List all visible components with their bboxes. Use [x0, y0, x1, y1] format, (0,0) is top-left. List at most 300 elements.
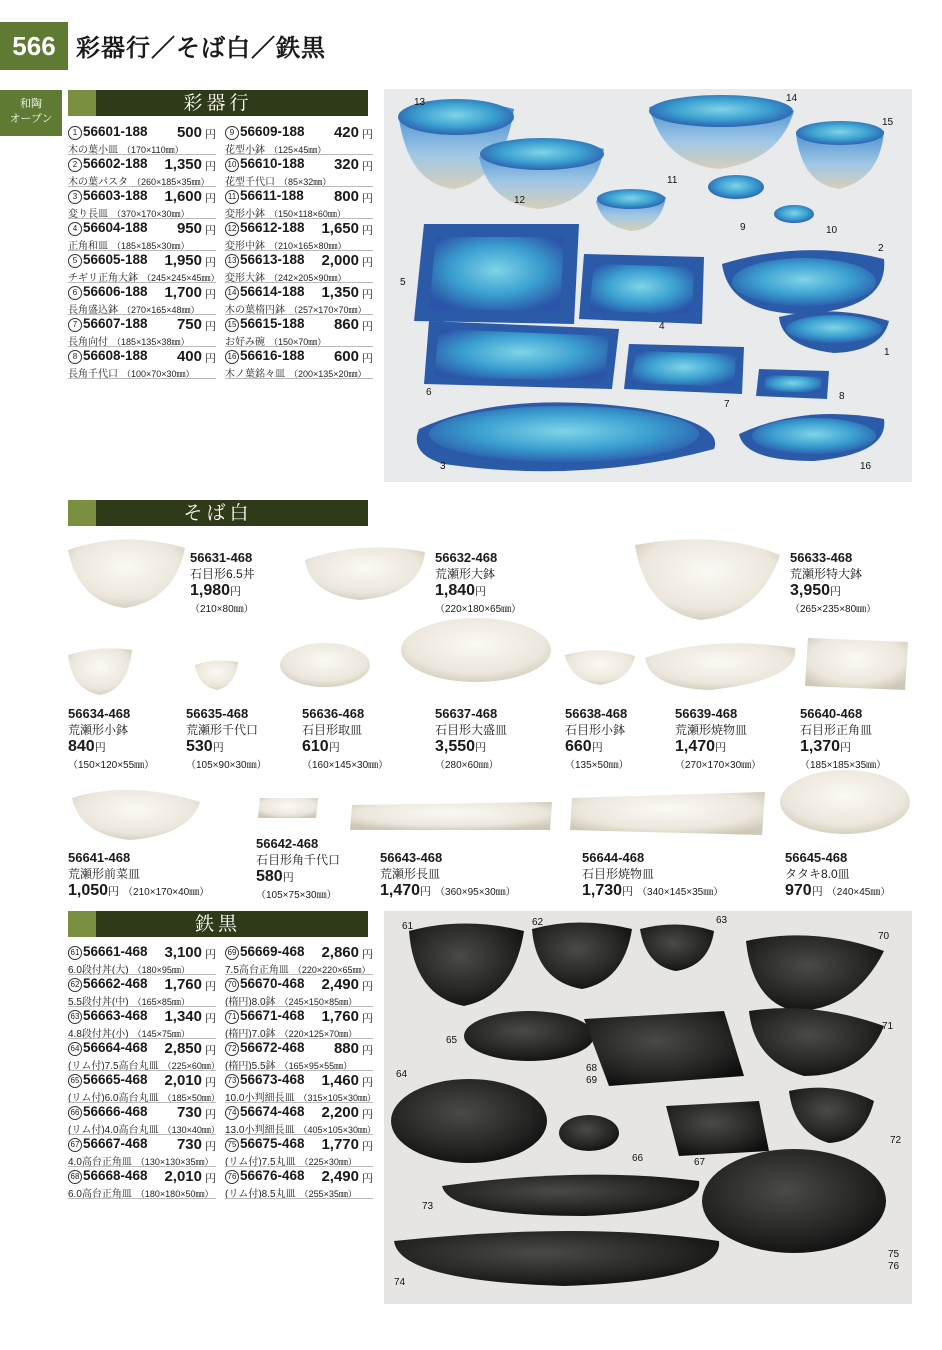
price-list-item [225, 188, 373, 219]
item-code-text: 56614-188 [240, 284, 305, 299]
item-code-price-line [68, 156, 216, 173]
item-name: (リム付)7.5丸皿 [225, 1157, 296, 1168]
item-size: （245×150×85㎜） [279, 997, 358, 1007]
item-code: 56642-468 [256, 836, 319, 851]
yen-unit: 円 [205, 949, 216, 961]
item-price: 860 [333, 316, 359, 333]
item-size: （150×118×60㎜） [269, 209, 346, 219]
item-name: 長角向付 [68, 337, 108, 348]
item-size: （135×50㎜） [565, 760, 629, 771]
item-size: （185×185×30㎜） [112, 241, 190, 251]
item-code-price-line [68, 1072, 216, 1089]
row-divider [225, 218, 373, 219]
yen-unit: 円 [362, 193, 373, 205]
item-code-price-line [68, 1104, 216, 1121]
sobashiro-item [68, 850, 209, 900]
item-code: 56633-468 [790, 550, 853, 565]
item-price: 2,850 [164, 1040, 202, 1057]
row-divider [68, 1198, 216, 1199]
item-name: お好み碗 [225, 337, 265, 348]
item-code-text: 56676-468 [240, 1168, 305, 1183]
item-name: 石目形小鉢 [565, 723, 626, 737]
item-price: 2,000 [321, 252, 359, 269]
item-size: （255×35㎜） [299, 1189, 357, 1199]
yen-unit: 円 [205, 1109, 216, 1121]
price-list-item [225, 284, 373, 315]
item-name: 正角和皿 [68, 241, 108, 252]
item-size: （150×70㎜） [269, 337, 327, 347]
item-number-badge: 65 [68, 1074, 82, 1088]
item-size: （270×165×48㎜） [122, 305, 200, 315]
item-code-text: 56672-468 [240, 1040, 305, 1055]
item-code: 56638-468 [565, 706, 628, 721]
item-code [225, 220, 305, 236]
item-code-price-line [68, 188, 216, 205]
yen-unit: 円 [362, 353, 373, 365]
row-divider [225, 282, 373, 283]
item-code-price-line [68, 220, 216, 237]
item-size: （245×245×45㎜） [142, 273, 220, 283]
item-code-text: 56667-468 [83, 1136, 148, 1151]
sobashiro-item [800, 706, 886, 771]
item-number-badge: 66 [68, 1106, 82, 1120]
row-divider [68, 1102, 216, 1103]
item-code-price-line [68, 1008, 216, 1025]
price-list-item [68, 1168, 216, 1199]
sobashiro-item [582, 850, 723, 900]
item-number-badge: 67 [68, 1138, 82, 1152]
item-number-badge: 13 [225, 254, 239, 268]
row-divider [225, 1166, 373, 1167]
photo-label: 66 [632, 1153, 644, 1164]
item-code-price-line [68, 252, 216, 269]
item-code-text: 56666-468 [83, 1104, 148, 1119]
item-name: 木ノ葉銘々皿 [225, 369, 285, 380]
price-list-item [68, 252, 220, 284]
item-name: (リム付)4.0高台丸皿 [68, 1125, 159, 1136]
item-size: （105×75×30㎜） [256, 890, 337, 901]
item-size: （220×125×70㎜） [279, 1029, 358, 1039]
item-code [225, 976, 305, 992]
item-code [225, 1008, 305, 1024]
item-code-text: 56605-188 [83, 252, 148, 267]
item-code-price-line [225, 1072, 373, 1089]
item-name: 石目形正角皿 [800, 723, 873, 737]
item-code [225, 284, 305, 300]
item-code-text: 56612-188 [240, 220, 305, 235]
yen-unit: 円 [205, 353, 216, 365]
item-code-price-line [225, 976, 373, 993]
item-price: 1,460 [321, 1072, 359, 1089]
item-size: （180×95㎜） [132, 965, 190, 975]
item-code: 56644-468 [582, 850, 645, 865]
yen-unit: 円 [420, 886, 432, 898]
item-price: 2,010 [164, 1072, 202, 1089]
item-price: 3,550 [435, 738, 476, 755]
item-price: 1,600 [164, 188, 202, 205]
item-size: （340×145×35㎜） [637, 887, 724, 898]
item-name: 荒瀬形小鉢 [68, 723, 129, 737]
yen-unit: 円 [362, 257, 373, 269]
item-code [68, 1008, 148, 1024]
item-name: 荒瀬形長皿 [380, 867, 441, 881]
item-name: 13.0小判細長皿 [225, 1125, 295, 1136]
item-code [68, 1104, 148, 1120]
item-name: 5.5段付丼(中) [68, 997, 129, 1008]
item-name: 木の葉パスタ [68, 177, 128, 188]
yen-unit: 円 [205, 1141, 216, 1153]
item-price: 2,200 [321, 1104, 359, 1121]
yen-unit: 円 [205, 129, 216, 141]
item-code-price-line [68, 1168, 216, 1185]
item-code-text: 56670-468 [240, 976, 305, 991]
yen-unit: 円 [591, 742, 603, 754]
item-price: 320 [333, 156, 359, 173]
item-number-badge: 75 [225, 1138, 239, 1152]
photo-label: 74 [394, 1277, 406, 1288]
item-code [68, 252, 148, 268]
sobashiro-item [190, 550, 255, 615]
item-size: （210×170×40㎜） [123, 887, 210, 898]
item-code [68, 1136, 148, 1152]
price-list-item [225, 1104, 377, 1136]
row-divider [225, 1038, 373, 1039]
price-list-item [225, 124, 373, 155]
price-list-item [225, 1008, 373, 1039]
row-divider [68, 974, 216, 975]
photo-label: 64 [396, 1069, 408, 1080]
sobashiro-item [435, 550, 521, 615]
item-price: 880 [333, 1040, 359, 1057]
item-code-text: 56608-188 [83, 348, 148, 363]
sobashiro-item [675, 706, 761, 771]
yen-unit: 円 [840, 742, 852, 754]
item-number-badge: 9 [225, 126, 239, 140]
item-name: 荒瀬形前菜皿 [68, 867, 141, 881]
item-price: 950 [176, 220, 202, 237]
photo-label: 67 [694, 1157, 706, 1168]
item-size: （185×50㎜） [162, 1093, 220, 1103]
item-size: （360×95×30㎜） [435, 887, 516, 898]
item-size: （210×80㎜） [190, 604, 254, 615]
item-code: 56637-468 [435, 706, 498, 721]
item-code [68, 1168, 148, 1184]
item-size: （185×185×35㎜） [800, 760, 887, 771]
item-price: 420 [333, 124, 359, 141]
item-price: 730 [176, 1104, 202, 1121]
sobashiro-item [435, 706, 507, 771]
item-price: 800 [333, 188, 359, 205]
photo-label: 15 [882, 117, 894, 128]
row-divider [225, 378, 373, 379]
item-number-badge: 4 [68, 222, 82, 236]
item-code-price-line [225, 124, 373, 141]
sobashiro-item [302, 706, 388, 771]
photo-label: 76 [888, 1261, 900, 1272]
yen-unit: 円 [362, 1045, 373, 1057]
item-code [225, 188, 304, 204]
photo-label: 61 [402, 921, 414, 932]
sobashiro-item [565, 706, 629, 771]
item-code [225, 1136, 305, 1152]
item-price: 1,650 [321, 220, 359, 237]
item-size: （270×170×30㎜） [675, 760, 762, 771]
yen-unit: 円 [362, 1077, 373, 1089]
price-list-item [225, 316, 373, 347]
price-list-item [68, 1104, 220, 1136]
sobashiro-item [256, 836, 340, 901]
item-code-price-line [68, 316, 216, 333]
item-number-badge: 76 [225, 1170, 239, 1184]
yen-unit: 円 [811, 886, 823, 898]
photo-label: 14 [786, 93, 798, 104]
item-name: (リム付)8.5丸皿 [225, 1189, 296, 1200]
yen-unit: 円 [230, 586, 242, 598]
item-number-badge: 63 [68, 1010, 82, 1024]
row-divider [225, 186, 373, 187]
item-name: 木の葉楕円鉢 [225, 305, 285, 316]
item-name: 石目形大盛皿 [435, 723, 508, 737]
photo-label: 69 [586, 1075, 598, 1086]
sobashiro-item [68, 706, 154, 771]
yen-unit: 円 [205, 289, 216, 301]
item-code [225, 156, 305, 172]
item-code-price-line [225, 316, 373, 333]
photo-label: 70 [878, 931, 890, 942]
section-bar-tetsukuro [68, 911, 368, 937]
item-code-text: 56601-188 [83, 124, 148, 139]
item-name: 荒瀬形特大鉢 [790, 567, 863, 581]
item-price: 1,700 [164, 284, 202, 301]
item-size: （240×45㎜） [826, 887, 891, 898]
item-code-text: 56671-468 [240, 1008, 305, 1023]
item-code [68, 1072, 148, 1088]
item-size: （220×220×65㎜） [292, 965, 371, 975]
item-name: 6.0段付丼(大) [68, 965, 129, 976]
item-number-badge: 12 [225, 222, 239, 236]
photo-label: 16 [860, 461, 872, 472]
item-code [225, 124, 305, 140]
photo-label: 1 [884, 347, 890, 358]
row-divider [68, 346, 216, 347]
item-code [68, 124, 148, 140]
yen-unit: 円 [362, 289, 373, 301]
photo-label: 65 [446, 1035, 458, 1046]
price-list-item [68, 156, 216, 187]
category-side-tab [0, 90, 62, 136]
yen-unit: 円 [715, 742, 727, 754]
item-code [225, 1104, 305, 1120]
price-list-item [225, 1072, 377, 1104]
item-code-text: 56615-188 [240, 316, 305, 331]
yen-unit: 円 [475, 742, 487, 754]
item-code-price-line [68, 1040, 216, 1057]
yen-unit: 円 [362, 949, 373, 961]
yen-unit: 円 [94, 742, 106, 754]
row-divider [225, 1070, 373, 1071]
photo-tetsukuro-drawing [384, 911, 912, 1304]
item-name: 4.0高台正角皿 [68, 1157, 132, 1168]
item-name: 10.0小判細長皿 [225, 1093, 295, 1104]
price-list-item [225, 976, 373, 1007]
item-price: 730 [176, 1136, 202, 1153]
sobashiro-item [380, 850, 516, 900]
section-title-saikigyo: 彩器行 [183, 92, 253, 114]
yen-unit: 円 [212, 742, 224, 754]
item-number-badge: 71 [225, 1010, 239, 1024]
item-code-text: 56664-468 [83, 1040, 148, 1055]
item-price: 1,340 [164, 1008, 202, 1025]
yen-unit: 円 [205, 1173, 216, 1185]
item-number-badge: 8 [68, 350, 82, 364]
photo-label: 8 [839, 391, 845, 402]
item-code-price-line [68, 284, 216, 301]
item-name: タタキ8.0皿 [785, 867, 850, 881]
item-code-price-line [225, 252, 373, 269]
item-code [68, 944, 148, 960]
item-code-price-line [225, 1168, 373, 1185]
item-size: （280×60㎜） [435, 760, 499, 771]
yen-unit: 円 [622, 886, 634, 898]
price-list-item [68, 348, 216, 379]
yen-unit: 円 [362, 1013, 373, 1025]
photo-label: 68 [586, 1063, 598, 1074]
item-price: 530 [186, 738, 213, 755]
item-code-text: 56611-188 [240, 188, 304, 203]
item-code [225, 252, 305, 268]
row-divider [225, 250, 373, 251]
yen-unit: 円 [282, 872, 294, 884]
item-size: （370×170×30㎜） [112, 209, 190, 219]
photo-saikigyo-drawing [384, 89, 912, 482]
item-code-text: 56604-188 [83, 220, 148, 235]
row-divider [68, 1070, 216, 1071]
item-size: （150×120×55㎜） [68, 760, 155, 771]
item-price: 580 [256, 868, 283, 885]
item-price: 1,050 [68, 882, 109, 899]
item-code-text: 56603-188 [83, 188, 148, 203]
item-code-text: 56668-468 [83, 1168, 148, 1183]
row-divider [225, 1006, 373, 1007]
yen-unit: 円 [362, 225, 373, 237]
section-bar-sobashiro [68, 500, 368, 526]
yen-unit: 円 [205, 1077, 216, 1089]
item-number-badge: 15 [225, 318, 239, 332]
item-code-text: 56663-468 [83, 1008, 148, 1023]
item-code-text: 56662-468 [83, 976, 148, 991]
item-price: 2,490 [321, 976, 359, 993]
yen-unit: 円 [362, 1141, 373, 1153]
item-code [225, 1072, 305, 1088]
item-code-price-line [225, 348, 373, 365]
item-price: 970 [785, 882, 812, 899]
item-code: 56635-468 [186, 706, 249, 721]
item-number-badge: 14 [225, 286, 239, 300]
price-list-item [225, 1168, 373, 1199]
item-code-text: 56665-468 [83, 1072, 148, 1087]
row-divider [68, 1166, 216, 1167]
item-price: 750 [176, 316, 202, 333]
item-number-badge: 68 [68, 1170, 82, 1184]
item-code-text: 56602-188 [83, 156, 148, 171]
item-size: （242×205×90㎜） [269, 273, 347, 283]
row-divider [68, 1038, 216, 1039]
photo-label: 11 [667, 175, 678, 186]
yen-unit: 円 [362, 129, 373, 141]
yen-unit: 円 [362, 1173, 373, 1185]
item-size: （130×130×35㎜） [135, 1157, 214, 1167]
side-tab-line1: 和陶 [20, 97, 42, 110]
item-name: 石目形取皿 [302, 723, 363, 737]
row-divider [68, 186, 216, 187]
item-size: （130×40㎜） [162, 1125, 220, 1135]
item-code [225, 348, 305, 364]
item-size: （260×185×35㎜） [132, 177, 210, 187]
item-code [68, 348, 148, 364]
item-size: （165×85㎜） [132, 997, 190, 1007]
item-code-price-line [68, 124, 216, 141]
yen-unit: 円 [205, 321, 216, 333]
photo-label: 9 [740, 222, 746, 233]
item-number-badge: 72 [225, 1042, 239, 1056]
item-price: 1,760 [321, 1008, 359, 1025]
photo-label: 5 [400, 277, 406, 288]
item-name: (楕円)7.0鉢 [225, 1029, 276, 1040]
item-code-price-line [68, 348, 216, 365]
yen-unit: 円 [362, 321, 373, 333]
item-code: 56634-468 [68, 706, 131, 721]
item-code-price-line [225, 1040, 373, 1057]
item-name: 7.5高台正角皿 [225, 965, 289, 976]
item-number-badge: 70 [225, 978, 239, 992]
price-list-item [68, 188, 216, 219]
item-price: 600 [333, 348, 359, 365]
item-name: (楕円)5.5鉢 [225, 1061, 276, 1072]
item-price: 1,840 [435, 582, 476, 599]
yen-unit: 円 [205, 193, 216, 205]
item-name: 石目形角千代口 [256, 853, 341, 867]
row-divider [68, 314, 216, 315]
row-divider [68, 218, 216, 219]
yen-unit: 円 [205, 161, 216, 173]
item-code-text: 56674-468 [240, 1104, 305, 1119]
item-price: 1,350 [321, 284, 359, 301]
item-number-badge: 62 [68, 978, 82, 992]
item-number-badge: 2 [68, 158, 82, 172]
price-list-item [225, 348, 373, 379]
item-size: （405×105×30㎜） [298, 1125, 377, 1135]
item-code-price-line [225, 188, 373, 205]
item-name: チギリ正角大鉢 [68, 273, 138, 284]
price-list-item [225, 220, 373, 251]
price-list-item [225, 944, 373, 975]
item-size: （180×180×50㎜） [135, 1189, 214, 1199]
item-code-text: 56607-188 [83, 316, 148, 331]
item-price: 1,950 [164, 252, 202, 269]
item-number-badge: 64 [68, 1042, 82, 1056]
yen-unit: 円 [362, 161, 373, 173]
sobashiro-item [790, 550, 876, 615]
product-photo-tetsukuro [384, 911, 912, 1304]
row-divider [68, 378, 216, 379]
price-list-item [68, 944, 216, 975]
item-price: 2,010 [164, 1168, 202, 1185]
yen-unit: 円 [205, 1013, 216, 1025]
item-number-badge: 1 [68, 126, 82, 140]
item-name: 石目形6.5丼 [190, 567, 255, 581]
price-list-item [225, 252, 373, 283]
item-price: 1,370 [800, 738, 841, 755]
